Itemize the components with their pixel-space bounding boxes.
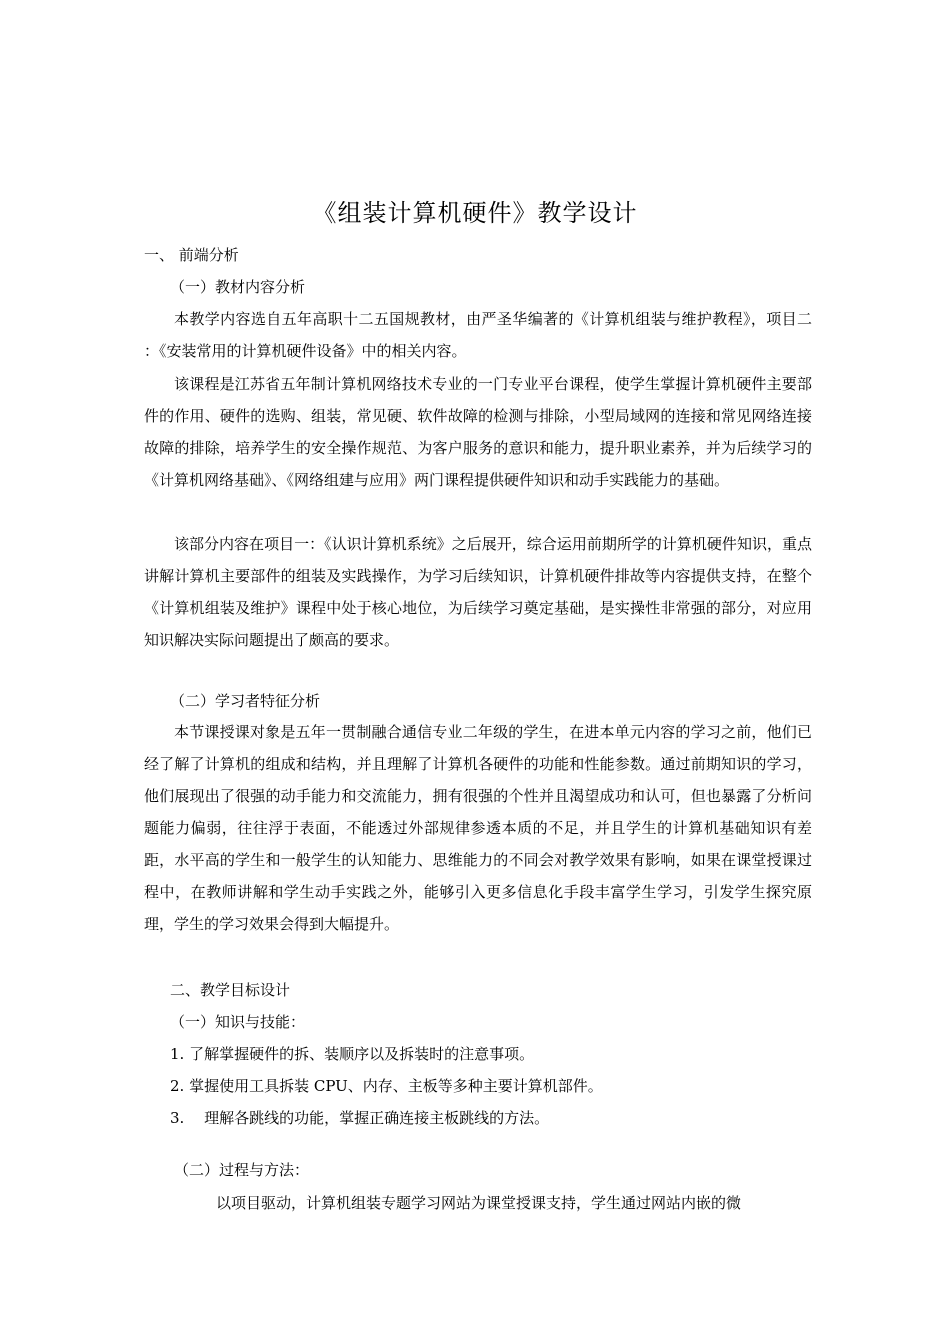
paragraph-course-description: 该课程是江苏省五年制计算机网络技术专业的一门专业平台课程，使学生掌握计算机硬件主要部件的作用、硬件的选购、组装，常见硬、软件故障的检测与排除，小型局域网的连接和常见网络连接故障的排除，培养学生的安全操作规范、为客户服务的意识和能力，提升职业素养，并为后续学习的《计算机网络基础》、《网络组建与应用》两门课程提供硬件知识和动手实践能力的基础。 <box>144 375 812 489</box>
subsection-heading-learner-analysis: （二）学习者特征分析 <box>170 692 321 710</box>
section-heading-front-end-analysis: 一、 前端分析 <box>144 246 239 264</box>
paragraph-learner-characteristics: 本节课授课对象是五年一贯制融合通信专业二年级的学生，在进本单元内容的学习之前，他们已经了解了计算机的组成和结构，并且理解了计算机各硬件的功能和性能参数。通过前期知识的学习，他们展现出了很强的动手能力和交流能力，拥有很强的个性并且渴望成功和认可，但也暴露了分析问题能力偏弱，往往浮于表面，不能透过外部规律参透本质的不足，并且学生的计算机基础知识有差距，水平高的学生和一般学生的认知能力、思维能力的不同会对教学效果有影响，如果在课堂授课过程中，在教师讲解和学生动手实践之外，能够引入更多信息化手段丰富学生学习，引发学生探究原理，学生的学习效果会得到大幅提升。 <box>144 723 812 933</box>
paragraph-process-methods: 以项目驱动，计算机组装专题学习网站为课堂授课支持，学生通过网站内嵌的微 <box>216 1194 742 1212</box>
paragraph-content-position: 该部分内容在项目一：《认识计算机系统》之后展开，综合运用前期所学的计算机硬件知识，重点讲解计算机主要部件的组装及实践操作，为学习后续知识，计算机硬件排故等内容提供支持，在整个《计算机组装及维护》课程中处于核心地位，为后续学习奠定基础，是实操性非常强的部分，对应用知识解决实际问题提出了颇高的要求。 <box>144 535 812 649</box>
section-heading-teaching-goals: 二、教学目标设计 <box>170 981 291 999</box>
subsection-heading-knowledge-skills: （一）知识与技能： <box>170 1013 306 1031</box>
goal-item-2: 2. 掌握使用工具拆装 CPU、内存、主板等多种主要计算机部件。 <box>170 1077 603 1095</box>
goal-item-1: 1. 了解掌握硬件的拆、装顺序以及拆装时的注意事项。 <box>170 1045 535 1063</box>
paragraph-material-source: 本教学内容选自五年高职十二五国规教材，由严圣华编著的《计算机组装与维护教程》，项目二 ：《安装常用的计算机硬件设备》中的相关内容。 <box>144 310 812 360</box>
document-title: 《组装计算机硬件》教学设计 <box>312 199 638 227</box>
subsection-heading-material-analysis: （一）教材内容分析 <box>170 278 306 296</box>
subsection-heading-process-methods: （二）过程与方法： <box>174 1161 310 1179</box>
goal-item-3: 3. 理解各跳线的功能，掌握正确连接主板跳线的方法。 <box>170 1109 550 1127</box>
